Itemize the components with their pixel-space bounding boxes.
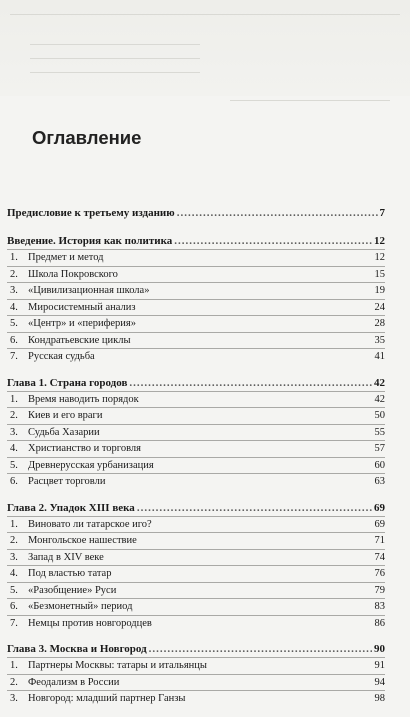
- page-number: 12: [374, 235, 385, 247]
- item-number: 2.: [10, 535, 18, 546]
- chapter-title: Глава 3. Москва и Новгород: [7, 643, 147, 655]
- chapter-title: Глава 2. Упадок XIII века: [7, 501, 135, 514]
- toc-section: [7, 500, 385, 632]
- subsection-row[interactable]: [7, 615, 385, 632]
- item-title: Феодализм в России: [28, 676, 120, 688]
- item-title: Немцы против новгородцев: [28, 617, 152, 629]
- preface-entry: [7, 205, 385, 221]
- subsection-row[interactable]: [7, 407, 385, 424]
- leader-dots: [177, 205, 378, 221]
- subsection-row[interactable]: [7, 457, 385, 474]
- item-number: 5.: [10, 584, 18, 596]
- item-number: 6.: [10, 601, 18, 612]
- item-title: Монгольское нашествие: [28, 535, 137, 546]
- item-title: Киев и его враги: [28, 410, 103, 421]
- item-number: 7.: [10, 351, 18, 362]
- item-title: «Цивилизационная школа»: [28, 285, 150, 296]
- chapter-row[interactable]: [7, 500, 385, 516]
- chapter-row[interactable]: [7, 641, 385, 657]
- item-title: «Центр» и «периферия»: [28, 318, 137, 329]
- subsection-row[interactable]: [7, 473, 385, 490]
- page-number: 83: [374, 601, 385, 612]
- item-title: Расцвет торговли: [28, 476, 106, 487]
- page-number: 57: [374, 443, 385, 454]
- page-number: 86: [374, 617, 385, 629]
- leader-dots: [174, 233, 372, 249]
- subsection-row[interactable]: [7, 315, 385, 332]
- page-number: 42: [374, 376, 385, 389]
- item-number: 1.: [10, 660, 18, 671]
- page-number: 71: [374, 535, 385, 546]
- subsection-row[interactable]: [7, 440, 385, 457]
- item-number: 2.: [10, 676, 18, 688]
- show-through-background: [0, 0, 410, 96]
- subsection-row[interactable]: [7, 657, 385, 674]
- table-of-contents: [7, 205, 385, 717]
- subsection-row[interactable]: [7, 565, 385, 582]
- subsection-row[interactable]: [7, 332, 385, 349]
- chapter-row[interactable]: [7, 233, 385, 249]
- toc-section: [7, 375, 385, 490]
- toc-section: [7, 233, 385, 365]
- page-number: 94: [374, 676, 385, 688]
- item-number: 4.: [10, 443, 18, 454]
- item-number: 5.: [10, 318, 18, 329]
- subsection-row[interactable]: [7, 549, 385, 566]
- item-title: Виновато ли татарское иго?: [28, 518, 152, 530]
- item-number: 3.: [10, 426, 18, 438]
- item-title: Судьба Хазарии: [28, 426, 100, 438]
- page-number: 55: [374, 426, 385, 438]
- subsection-row[interactable]: [7, 424, 385, 441]
- item-number: 4.: [10, 568, 18, 579]
- item-title: Школа Покровского: [28, 268, 118, 280]
- subsection-row[interactable]: [7, 532, 385, 549]
- item-title: Под властью татар: [28, 568, 112, 579]
- page-number: 60: [374, 459, 385, 471]
- item-title: Древнерусская урбанизация: [28, 459, 154, 471]
- item-number: 3.: [10, 285, 18, 296]
- leader-dots: [137, 500, 372, 516]
- entry-title: Предисловие к третьему изданию: [7, 207, 175, 219]
- item-title: Новгород: младший партнер Ганзы: [28, 693, 186, 704]
- page-number: 41: [374, 351, 385, 362]
- subsection-row[interactable]: [7, 348, 385, 365]
- chapter-title: Глава 1. Страна городов: [7, 376, 128, 389]
- item-title: Миросистемный анализ: [28, 301, 136, 313]
- page-number: 7: [379, 207, 385, 219]
- leader-dots: [129, 375, 372, 391]
- page-title: Оглавление: [32, 127, 142, 148]
- item-title: Русская судьба: [28, 351, 95, 362]
- page-number: 28: [374, 318, 385, 329]
- item-number: 1.: [10, 518, 18, 530]
- item-number: 6.: [10, 476, 18, 487]
- subsection-row[interactable]: [7, 598, 385, 615]
- item-number: 2.: [10, 268, 18, 280]
- item-number: 3.: [10, 693, 18, 704]
- subsection-row[interactable]: [7, 299, 385, 316]
- item-title: Время наводить порядок: [28, 393, 139, 405]
- page-number: 24: [374, 301, 385, 313]
- page-number: 12: [374, 252, 385, 263]
- leader-dots: [149, 641, 372, 657]
- item-number: 4.: [10, 301, 18, 313]
- page-number: 35: [374, 334, 385, 346]
- subsection-row[interactable]: [7, 674, 385, 691]
- page-number: 69: [374, 501, 385, 514]
- toc-row[interactable]: [7, 205, 385, 221]
- page-number: 42: [374, 393, 385, 405]
- chapter-title: Введение. История как политика: [7, 235, 173, 247]
- page-number: 19: [374, 285, 385, 296]
- page-number: 15: [374, 268, 385, 280]
- item-number: 6.: [10, 334, 18, 346]
- item-number: 1.: [10, 252, 18, 263]
- subsection-row[interactable]: [7, 516, 385, 533]
- item-title: «Безмонетный» период: [28, 601, 133, 612]
- subsection-row[interactable]: [7, 690, 385, 707]
- page-number: 76: [374, 568, 385, 579]
- item-title: Партнеры Москвы: татары и итальянцы: [28, 660, 207, 671]
- item-number: 5.: [10, 459, 18, 471]
- page-number: 50: [374, 410, 385, 421]
- item-title: «Разобщение» Руси: [28, 584, 117, 596]
- subsection-row[interactable]: [7, 249, 385, 266]
- item-title: Запад в XIV веке: [28, 551, 104, 563]
- item-title: Кондратьевские циклы: [28, 334, 131, 346]
- subsection-row[interactable]: [7, 391, 385, 408]
- item-title: Христианство и торговля: [28, 443, 141, 454]
- page-number: 63: [374, 476, 385, 487]
- subsection-row[interactable]: [7, 266, 385, 283]
- subsection-row[interactable]: [7, 582, 385, 599]
- item-number: 1.: [10, 393, 18, 405]
- item-number: 3.: [10, 551, 18, 563]
- page-number: 91: [374, 660, 385, 671]
- page-number: 79: [374, 584, 385, 596]
- item-number: 7.: [10, 617, 18, 629]
- page-number: 90: [374, 643, 385, 655]
- page-number: 69: [374, 518, 385, 530]
- item-number: 2.: [10, 410, 18, 421]
- page-number: 98: [374, 693, 385, 704]
- subsection-row[interactable]: [7, 282, 385, 299]
- page-number: 74: [374, 551, 385, 563]
- toc-section: [7, 641, 385, 707]
- item-title: Предмет и метод: [28, 252, 104, 263]
- chapter-row[interactable]: [7, 375, 385, 391]
